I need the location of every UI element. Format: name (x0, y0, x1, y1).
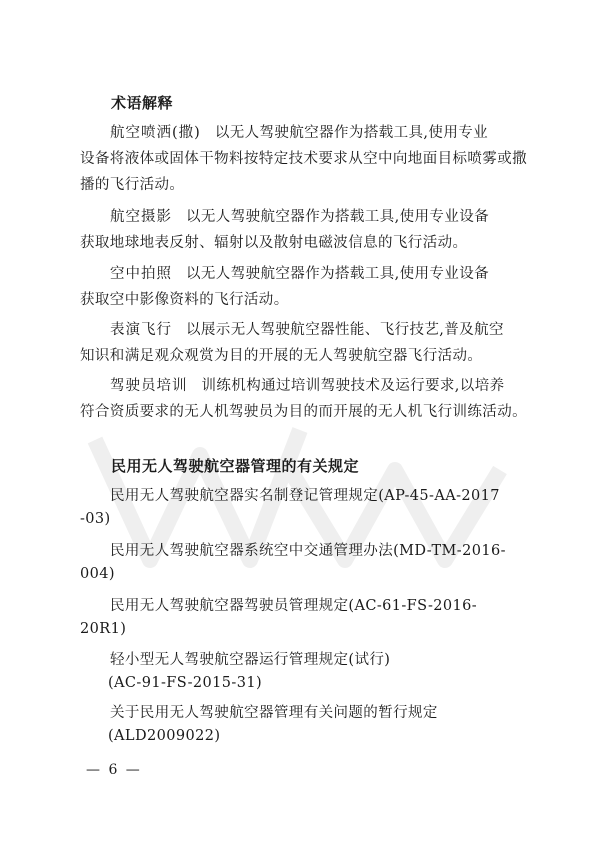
regulation-line1: 关于民用无人驾驶航空器管理有关问题的暂行规定 (110, 705, 438, 721)
term-label: 表演飞行 (110, 322, 172, 338)
regulation-line2: 20R1) (80, 621, 127, 637)
term-item-aerial-photography (80, 204, 532, 256)
terms-heading: 术语解释 (111, 94, 174, 112)
regulation-line1: 民用无人驾驶航空器驾驶员管理规定(AC-61-FS-2016- (110, 598, 478, 614)
regulations-heading: 民用无人驾驶航空器管理的有关规定 (111, 457, 360, 475)
regulation-line1: 民用无人驾驶航空器系统空中交通管理办法(MD-TM-2016- (110, 543, 506, 559)
regulation-line2: 004) (80, 566, 115, 582)
term-item-aerial-spraying (80, 120, 532, 198)
term-item-performance-flight (80, 317, 532, 369)
term-definition-rest: 符合资质要求的无人机驾驶员为目的而开展的无人机飞行训练活动。 (80, 404, 527, 420)
term-label: 航空摄影 (110, 209, 172, 225)
regulation-line2: (ALD2009022) (108, 728, 221, 744)
term-definition-rest: 知识和满足观众观赏为目的开展的无人驾驶航空器飞行活动。 (80, 348, 483, 364)
term-label: 航空喷洒(撒) (110, 125, 201, 141)
regulation-line1: 民用无人驾驶航空器实名制登记管理规定(AP-45-AA-2017 (110, 488, 500, 504)
term-definition-rest: 获取空中影像资料的飞行活动。 (80, 292, 289, 308)
term-definition-line1: 以无人驾驶航空器作为搭载工具,使用专业 (214, 125, 489, 141)
regulation-line1: 轻小型无人驾驶航空器运行管理规定(试行) (110, 652, 391, 668)
term-definition-line1: 以无人驾驶航空器作为搭载工具,使用专业设备 (186, 266, 490, 282)
page-number: — 6 — (86, 762, 142, 778)
regulation-line2: (AC-91-FS-2015-31) (108, 675, 263, 691)
term-label: 空中拍照 (110, 266, 172, 282)
regulation-line2: -03) (80, 511, 111, 527)
term-item-pilot-training (80, 373, 532, 425)
term-definition-rest: 获取地球地表反射、辐射以及散射电磁波信息的飞行活动。 (80, 235, 468, 251)
term-label: 驾驶员培训 (110, 378, 188, 394)
term-definition-line1: 训练机构通过培训驾驶技术及运行要求,以培养 (201, 378, 505, 394)
term-definition-line1: 以展示无人驾驶航空器性能、飞行技艺,普及航空 (186, 322, 504, 338)
term-definition-rest: 设备将液体或固体干物料按特定技术要求从空中向地面目标喷雾或撒播的飞行活动。 (80, 151, 527, 193)
term-item-aerial-shooting (80, 261, 532, 313)
term-definition-line1: 以无人驾驶航空器作为搭载工具,使用专业设备 (186, 209, 490, 225)
